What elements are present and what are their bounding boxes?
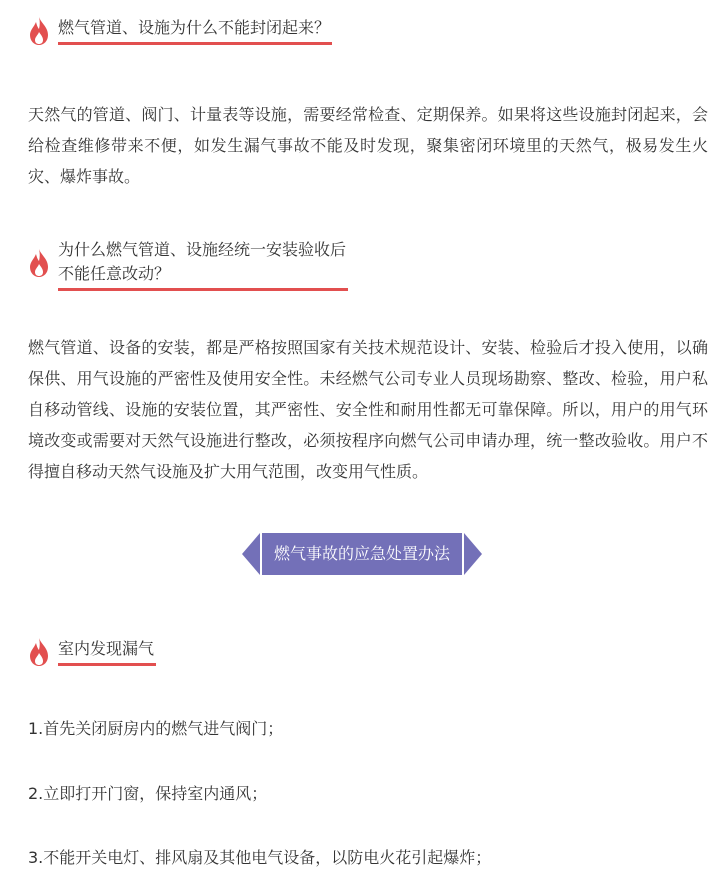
flame-icon bbox=[28, 637, 50, 667]
section-paragraph-2: 燃气管道、设备的安装，都是严格按照国家有关技术规范设计、安装、检验后才投入使用，以确保供、用气设施的严密性及使用安全性。未经燃气公司专业人员现场勘察、整改、检验，用户私自移动管线、设施的安装位置，其严密性、安全性和耐用性都无可靠保障。所以，用户的用气环境改变或需要对天然气设施进行整改，必须按程序向燃气公司申请办理，统一整改验收。用户不得擅自移动天然气设施及扩大用气范围，改变用气性质。 bbox=[28, 338, 708, 481]
section-banner bbox=[242, 533, 482, 575]
section-heading-3 bbox=[28, 637, 156, 667]
right-arrow-icon bbox=[464, 533, 482, 575]
section-heading-2 bbox=[28, 238, 348, 291]
section-heading-text: 室内发现漏气 bbox=[58, 637, 156, 666]
flame-icon bbox=[28, 248, 50, 278]
list-item: 3.不能开关电灯、排风扇及其他电气设备，以防电火花引起爆炸； bbox=[28, 848, 492, 867]
section-heading-1 bbox=[28, 16, 332, 46]
flame-icon bbox=[28, 16, 50, 46]
banner-title: 燃气事故的应急处置办法 bbox=[262, 533, 462, 575]
list-item: 1.首先关闭厨房内的燃气进气阀门； bbox=[28, 719, 284, 738]
section-paragraph-1: 天然气的管道、阀门、计量表等设施，需要经常检查、定期保养。如果将这些设施封闭起来，会给检查维修带来不便，如发生漏气事故不能及时发现，聚集密闭环境里的天然气，极易发生火灾、爆炸事故。 bbox=[28, 105, 708, 186]
section-heading-text bbox=[58, 238, 348, 291]
left-arrow-icon bbox=[242, 533, 260, 575]
section-heading-text: 燃气管道、设施为什么不能封闭起来？ bbox=[58, 16, 332, 45]
list-item: 2.立即打开门窗，保持室内通风； bbox=[28, 784, 268, 803]
heading-line-2: 不能任意改动？ bbox=[58, 264, 171, 283]
heading-line-1: 为什么燃气管道、设施经统一安装验收后 bbox=[58, 240, 347, 259]
